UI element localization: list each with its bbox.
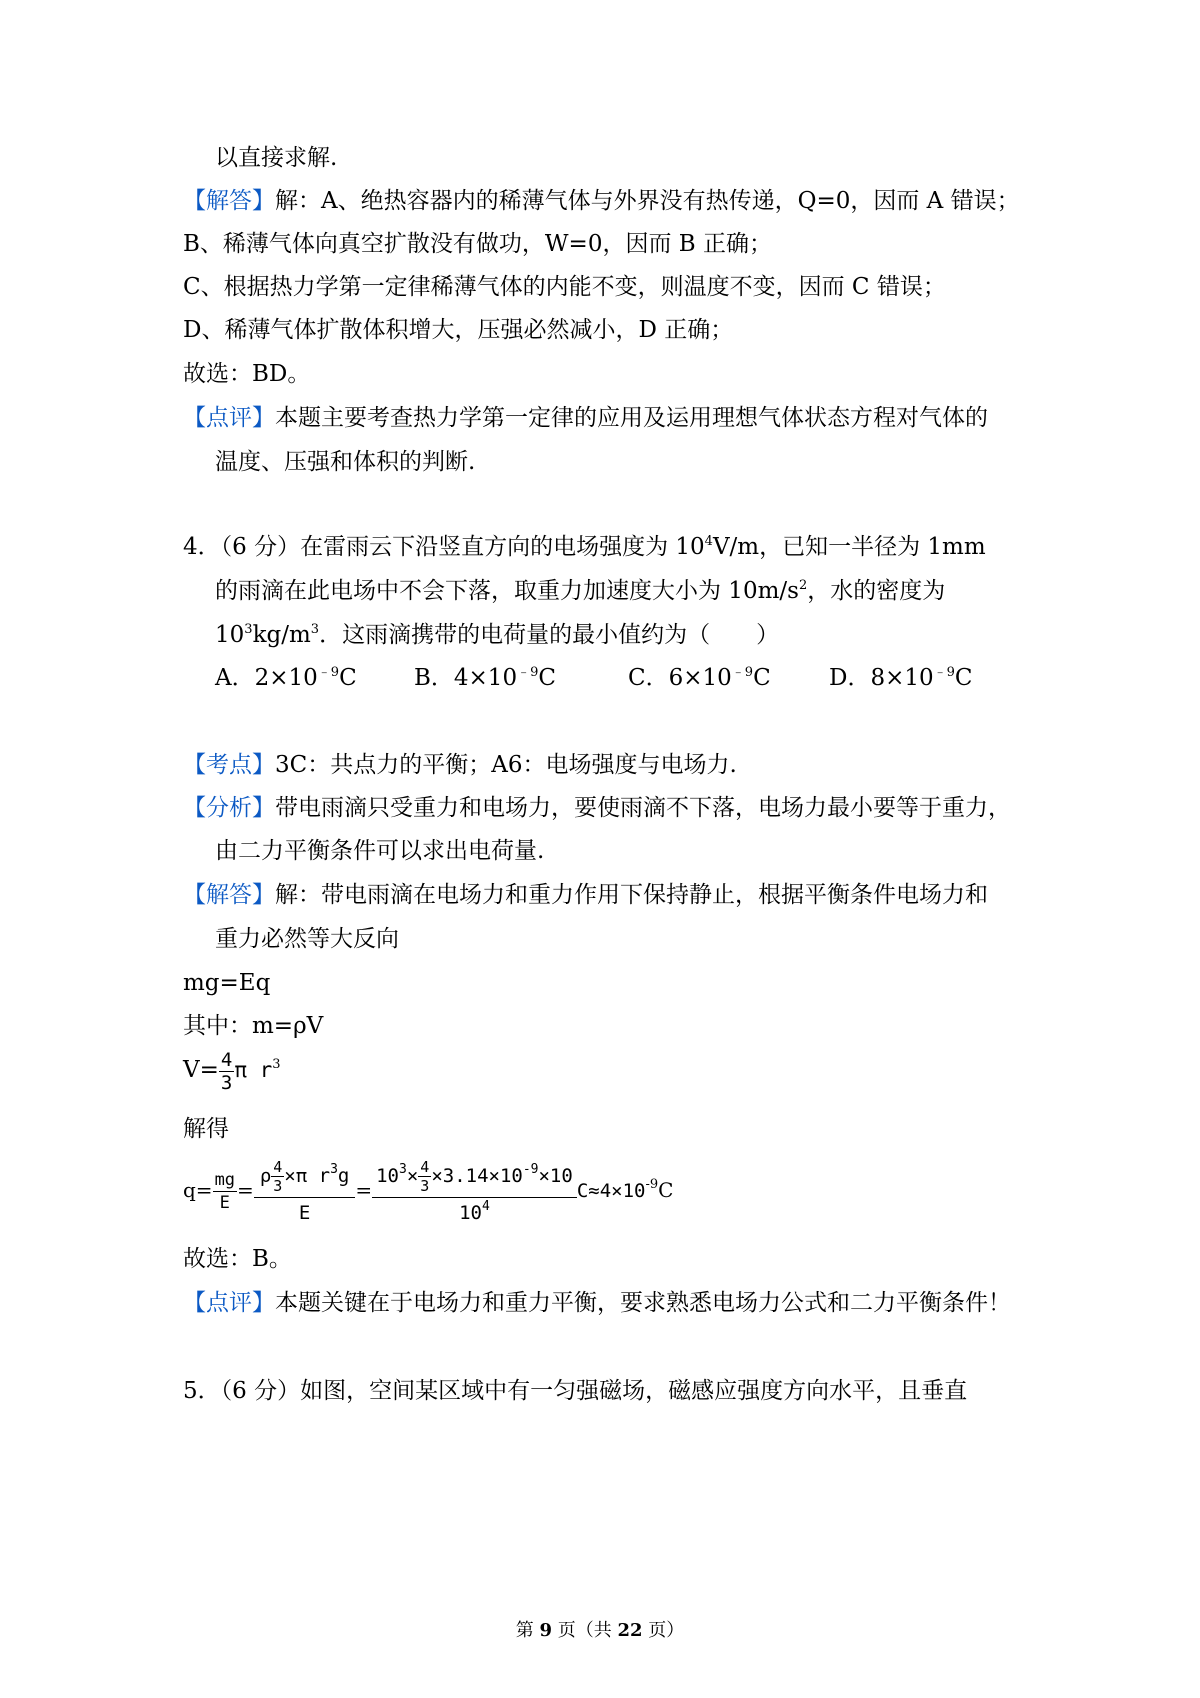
point-tag: 【考点】 <box>183 752 275 778</box>
exponent: -9 <box>522 1162 539 1177</box>
equation-text: g <box>337 1165 350 1187</box>
q4-stem-text: ．这雨滴携带的电荷量的最小值约为（ ） <box>319 622 780 648</box>
equation-text: C≈4×10 <box>576 1180 646 1202</box>
q4-analysis <box>183 793 1011 823</box>
analysis-text: 带电雨滴只受重力和电场力，要使雨滴不下落，电场力最小要等于重力， <box>275 795 1011 821</box>
option-text: B．4×10 <box>414 665 518 691</box>
q4-stem-line-3 <box>215 620 779 650</box>
page-footer <box>0 1616 1200 1642</box>
equation-text: 10 <box>376 1165 399 1187</box>
q3-answer-line-b: B、稀薄气体向真空扩散没有做功，W=0，因而 B 正确； <box>183 231 772 257</box>
exponent: ﹣9 <box>933 665 955 680</box>
option-c <box>628 663 771 693</box>
exponent: 3 <box>244 622 253 637</box>
equation-text: × <box>406 1165 419 1187</box>
footer-text: 页（共 <box>552 1620 618 1641</box>
analysis-tag: 【分析】 <box>183 795 275 821</box>
footer-text: 第 <box>515 1620 540 1641</box>
exponent: ﹣9 <box>731 665 754 680</box>
answer-text: 解：A、绝热容器内的稀薄气体与外界没有热传递，Q=0，因而 A 错误； <box>275 188 1020 214</box>
q4-stem-text: V/m，已知一半径为 1mm <box>712 534 986 560</box>
equation-m-rho-v: 其中：m=ρV <box>183 1013 324 1039</box>
solve-label: 解得 <box>183 1116 229 1142</box>
fraction-denominator: 3 <box>220 1071 233 1094</box>
page-number: 9 <box>539 1620 552 1641</box>
q4-stem-line-2 <box>215 576 945 606</box>
q3-answer-line <box>183 186 1020 216</box>
footer-text: 页） <box>642 1620 685 1641</box>
prev-answer-tail: 以直接求解. <box>215 145 338 171</box>
q4-analysis-line-2: 由二力平衡条件可以求出电荷量. <box>215 838 545 864</box>
exponent: 3 <box>310 622 320 637</box>
equals-sign: = <box>355 1178 373 1202</box>
review-tag: 【点评】 <box>183 405 275 431</box>
option-unit: C <box>339 665 357 691</box>
q3-answer-line-c: C、根据热力学第一定律稀薄气体的内能不变，则温度不变，因而 C 错误； <box>183 274 946 300</box>
page-total: 22 <box>617 1620 643 1641</box>
exponent: 3 <box>272 1057 281 1072</box>
point-text: 3C：共点力的平衡；A6：电场强度与电场力. <box>275 752 737 778</box>
fraction-numerator: 4 <box>273 1158 283 1176</box>
equation-charge <box>183 1150 673 1231</box>
equation-text: 10 <box>459 1202 482 1224</box>
fraction-denominator: E <box>219 1193 230 1213</box>
option-text: D．8×10 <box>829 665 934 691</box>
fraction <box>372 1155 577 1228</box>
option-d <box>829 663 973 693</box>
fraction <box>254 1155 356 1228</box>
q3-answer-line-d: D、稀薄气体扩散体积增大，压强必然减小，D 正确； <box>183 317 734 343</box>
option-text: C．6×10 <box>628 665 732 691</box>
q4-stem-text: ，水的密度为 <box>807 578 946 604</box>
exponent: 4 <box>704 534 713 549</box>
q3-review-line-2: 温度、压强和体积的判断. <box>215 449 476 475</box>
fraction <box>219 1049 234 1094</box>
fraction-numerator <box>372 1155 577 1198</box>
exponent: ﹣9 <box>317 665 340 680</box>
equation-text: ×10 <box>538 1165 573 1187</box>
option-unit: C <box>538 665 556 691</box>
review-tag: 【点评】 <box>183 1290 275 1316</box>
q4-stem-text: kg/m <box>252 622 311 648</box>
option-text: A．2×10 <box>215 665 318 691</box>
option-unit: C <box>954 665 973 691</box>
fraction-numerator: 4 <box>220 1048 233 1071</box>
q3-choice: 故选：BD。 <box>183 361 311 387</box>
equation-text: C <box>658 1178 674 1202</box>
fraction-denominator: 3 <box>420 1177 430 1195</box>
equation-volume <box>183 1046 281 1094</box>
option-unit: C <box>753 665 771 691</box>
answer-tag: 【解答】 <box>183 188 275 214</box>
equation-text: ×3.14×10 <box>431 1165 523 1187</box>
fraction-denominator <box>372 1198 577 1228</box>
exponent: 2 <box>798 578 808 593</box>
exponent: 3 <box>330 1162 338 1177</box>
q4-stem-text: 的雨滴在此电场中不会下落，取重力加速度大小为 10m/s <box>215 578 799 604</box>
q4-answer-line-2: 重力必然等大反向 <box>215 926 399 952</box>
fraction-denominator: 3 <box>273 1177 283 1195</box>
option-a <box>215 663 357 693</box>
fraction <box>271 1158 284 1195</box>
q4-review <box>183 1288 1011 1318</box>
equation-text: V= <box>183 1057 219 1083</box>
q4-choice: 故选：B。 <box>183 1246 292 1272</box>
fraction-denominator: E <box>298 1202 311 1224</box>
equation-mg-eq: mg=Eq <box>183 970 271 996</box>
q4-stem-text: 10 <box>215 622 245 648</box>
q4-point <box>183 750 737 780</box>
q4-stem-text: 4．（6 分）在雷雨云下沿竖直方向的电场强度为 10 <box>183 534 705 560</box>
fraction-numerator: mg <box>214 1170 236 1190</box>
q5-stem-line-1: 5．（6 分）如图，空间某区域中有一匀强磁场，磁感应强度方向水平，且垂直 <box>183 1378 968 1404</box>
equals-sign: = <box>237 1178 254 1202</box>
fraction-numerator <box>254 1155 356 1198</box>
option-b <box>414 663 556 693</box>
exponent: 3 <box>399 1162 407 1177</box>
answer-tag: 【解答】 <box>183 882 275 908</box>
fraction-numerator: 4 <box>420 1158 430 1176</box>
q3-review <box>183 403 988 433</box>
q4-answer <box>183 880 988 910</box>
equation-text: q= <box>183 1178 213 1202</box>
q4-stem-line-1 <box>183 532 986 562</box>
review-text: 本题主要考查热力学第一定律的应用及运用理想气体状态方程对气体的 <box>275 405 988 431</box>
exponent: -9 <box>645 1177 659 1192</box>
fraction <box>213 1169 237 1214</box>
exponent: ﹣9 <box>517 665 539 680</box>
answer-text: 解：带电雨滴在电场力和重力作用下保持静止，根据平衡条件电场力和 <box>275 882 988 908</box>
rho-symbol: ρ <box>259 1165 272 1187</box>
exponent: 4 <box>481 1199 490 1214</box>
fraction <box>418 1158 431 1195</box>
equation-text: ×π r <box>284 1165 331 1187</box>
review-text: 本题关键在于电场力和重力平衡，要求熟悉电场力公式和二力平衡条件！ <box>275 1290 1011 1316</box>
equation-text: π r <box>234 1058 273 1082</box>
